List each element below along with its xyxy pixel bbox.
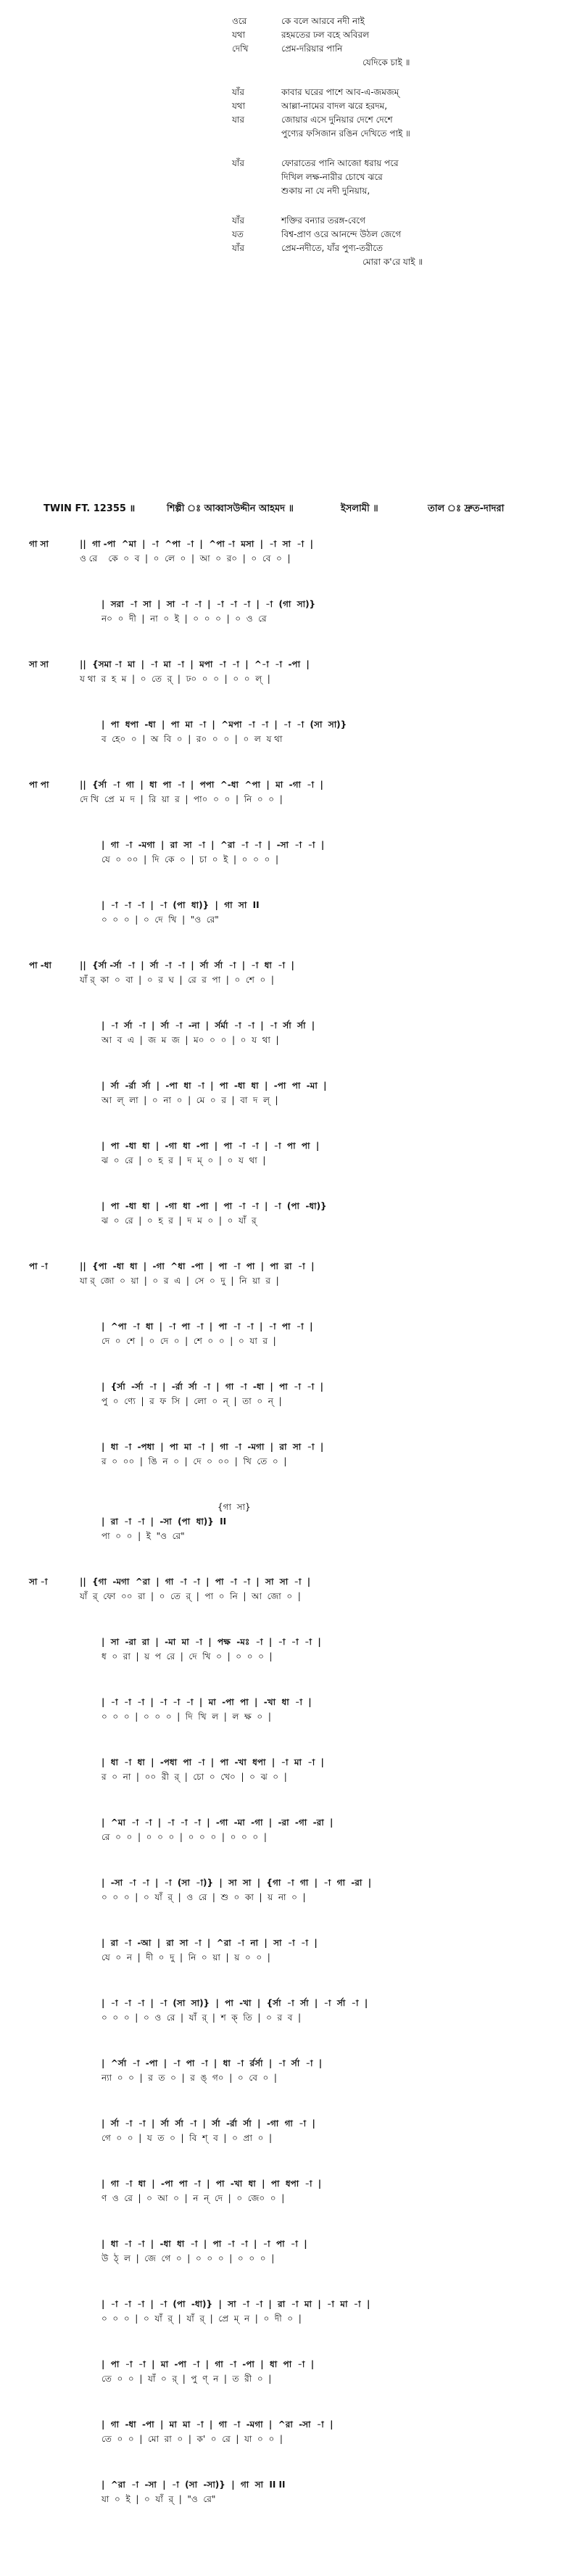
notation-row [0, 1695, 580, 1709]
swara-row: || {র্সা -া গা | ধা পা -া | পপা ^-ধা ^পা | মা -গা -া | [80, 780, 323, 790]
notation-row [0, 1319, 580, 1334]
notation-row [0, 2056, 580, 2071]
notation-row [0, 2357, 580, 2371]
notation-row [0, 973, 580, 987]
notation-row [0, 912, 580, 927]
lyrics-line [0, 113, 580, 127]
swara-row: | গা -ধা -পা | মা মা -া | গা -া -মগা | ^রা -সা -া | [102, 2419, 334, 2430]
lyrics-line [0, 170, 580, 184]
swara-row: | ^রা -া -সা | -া (সা -সা)} | গা সা II II [102, 2480, 286, 2490]
lyric-syllable-row: ণ ও রে | ০ আ ০ | ন ন্‌ দে | ০ জে০ ০ | [102, 2193, 285, 2203]
notation-row [0, 717, 580, 732]
swara-row: | পা -ধা ধা | -গা ধা -পা | পা -া -া | -া (পা -ধা)} [102, 1201, 327, 1211]
record-info-line [0, 500, 580, 518]
artist-credit: শিল্পী ঃ আব্বাসউদ্দীন আহমদ ॥ [167, 503, 294, 514]
notation-row [0, 2010, 580, 2025]
notation-row [0, 1454, 580, 1469]
lyrics-line [0, 56, 580, 70]
notation-row [0, 2311, 580, 2326]
notation-row [0, 1033, 580, 1047]
notation-block [0, 1440, 580, 1469]
lyrics-line-text: কাবার ঘরের পাশে আব-এ-জমজম্‌ [281, 87, 399, 97]
notation-row [0, 657, 580, 672]
notation-row [0, 2477, 580, 2492]
notation-row [0, 1709, 580, 1724]
notation-row [0, 537, 580, 551]
lyrics-line-lead: যথা [232, 101, 246, 111]
lyric-syllable-row: যাঁ র্‌ কা ০ বা | ০ র ঘ | রে র পা | ০ শে ০ | [80, 975, 274, 985]
notation-row [0, 1574, 580, 1589]
lyrics-block [0, 15, 580, 285]
notation-block [0, 1199, 580, 1228]
notation-row [0, 1093, 580, 1107]
notation-block [0, 537, 580, 566]
notation-row [0, 1379, 580, 1394]
swara-row: | গা -া ধা | -পা পা -া | পা -খা ধা | পা ধপা -া | [102, 2179, 322, 2189]
lyrics-line [0, 157, 580, 170]
lyric-syllable-row: ০ ০ ০ | ০ যাঁ র্‌ | যাঁ র্‌ | প্রে ম্‌ ন | ০ দী ০ | [102, 2313, 302, 2324]
lyrics-line-text: রহমতের ঢল বহে অবিরল [281, 30, 370, 40]
notation-row [0, 777, 580, 792]
notation-block [0, 1755, 580, 1784]
lyrics-line-lead: যত [232, 229, 244, 239]
notation-row [0, 597, 580, 611]
notation-row [0, 1770, 580, 1784]
lyrics-line-lead: ওরে [232, 16, 247, 26]
notation-row [0, 1529, 580, 1543]
lyric-syllable-row: ০ ০ ০ | ০ ও রে | যাঁ র্‌ | শ ক্‌ তি | ০ র ব | [102, 2012, 302, 2023]
notation-row [0, 1996, 580, 2010]
taal-label: তাল ঃ দ্রুত-দাদরা [428, 503, 505, 514]
lyric-syllable-row: দে খি প্রে ম দ | রি য়া র | পা০ ০ ০ | নি ০ ০ | [80, 794, 283, 804]
notation-lead-swara: পা -ধা [29, 960, 51, 970]
swara-row: | -া -া -া | -া -া -া | মা -পা পা | -খা ধা -া | [102, 1697, 312, 1707]
lyric-syllable-row: ধ ০ রা | য় প রে | দে খি ০ | ০ ০ ০ | [102, 1651, 273, 1661]
lyrics-line-lead: যার [232, 115, 244, 125]
lyrics-line-lead: দেখি [232, 44, 249, 54]
lyrics-line-lead: যথা [232, 30, 246, 40]
swara-row: | রা -া -া | -সা (পা ধা)} II [102, 1516, 227, 1527]
notation-block [0, 1379, 580, 1408]
swara-row: || {র্সা -র্সা -া | র্সা -া -া | র্সা র্সা -া | -া ধা -া | [80, 960, 294, 970]
notation-block [0, 958, 580, 987]
lyrics-line [0, 184, 580, 198]
notation-block [0, 717, 580, 746]
notation-row [0, 1199, 580, 1213]
lyrics-stanza [0, 15, 580, 70]
record-number: TWIN FT. 12355 ॥ [44, 503, 136, 514]
lyrics-line-text: প্রেম-নদীতে, যাঁর পুণ্য-তরীতে [281, 243, 384, 253]
notation-block [0, 1875, 580, 1904]
swara-row: | -া -া -া | -া (পা ধা)} | গা সা II [102, 900, 260, 910]
lyric-syllable-row: র ০ ০০ | ঙি ন ০ | দে ০ ০০ | খি তে ০ | [102, 1456, 287, 1466]
notation-block [0, 1018, 580, 1047]
notation-row [0, 1394, 580, 1408]
lyrics-stanza [0, 157, 580, 198]
notation-row [0, 2071, 580, 2085]
notation-block [0, 1259, 580, 1288]
swara-row: | র্সা -র্রা র্সা | -পা ধা -া | পা -ধা ধা | -পা পা -মা | [102, 1081, 327, 1091]
lyrics-line-lead: যাঁর [232, 158, 244, 168]
lyrics-line [0, 86, 580, 99]
notation-row [0, 1830, 580, 1844]
notation-row [0, 1936, 580, 1950]
lyrics-line-text: আল্লা-নামের বাদল ঝরে হরদম, [281, 101, 388, 111]
lyric-syllable-row: ন্যা ০ ০ | র ত ০ | র ঙ্‌ গ০ | ০ বে ০ | [102, 2073, 277, 2083]
swara-row: | পা -া -া | মা -পা -া | গা -া -পা | ধা পা -া | [102, 2359, 315, 2369]
notation-block [0, 1139, 580, 1168]
lyrics-line-text: ফোরাতের পানি আজো ধরায় পরে [281, 158, 399, 168]
notation-block [0, 1635, 580, 1664]
lyric-syllable-row: পু ০ ণ্যে | র ফ সি | লো ০ ন্‌ | তা ০ ন্‌ | [102, 1396, 282, 1406]
lyric-syllable-row: র ০ না | ০০ রী র্‌ | চো ০ খে০ | ০ ঝ ০ | [102, 1772, 287, 1782]
notation-row [0, 1649, 580, 1664]
swaralipi-notation [0, 537, 580, 2538]
notation-row [0, 1890, 580, 1904]
lyrics-stanza [0, 214, 580, 269]
notation-row [0, 1213, 580, 1228]
notation-block [0, 2116, 580, 2145]
lyric-syllable-row: ও রে কে ০ ব | ০ লে ০ | আ ০ র০ | ০ বে ০ | [80, 553, 291, 564]
notation-row [0, 792, 580, 806]
notation-block [0, 657, 580, 686]
lyric-syllable-row: ০ ০ ০ | ০ ০ ০ | দি খি ল | ল ক্ষ ০ | [102, 1712, 271, 1722]
swara-row: | -া -া -া | -া (সা সা)} | পা -খা | {র্সা -া র্সা | -া র্সা -া | [102, 1998, 368, 2008]
lyrics-line [0, 255, 580, 269]
notation-block [0, 1078, 580, 1107]
swara-row: | ^মা -া -া | -া -া -া | -গা -মা -গা | -রা -গা -রা | [102, 1817, 334, 1828]
notation-row [0, 1514, 580, 1529]
notation-row [0, 1259, 580, 1273]
notation-block [0, 2056, 580, 2085]
lyrics-line-text: প্রেম-দরিয়ার পানি [281, 44, 343, 54]
notation-row [0, 672, 580, 686]
notation-row [0, 958, 580, 973]
notation-block [0, 2357, 580, 2386]
lyrics-line [0, 214, 580, 228]
notation-row [0, 2251, 580, 2266]
notation-row [0, 1139, 580, 1153]
lyrics-line-text: যেদিকে চাই ॥ [362, 57, 410, 67]
swara-row: | সা -রা রা | -মা মা -া | পক্ষ -মঃ -া | -া -া -া | [102, 1637, 321, 1647]
notation-row [0, 2417, 580, 2432]
swara-row: | -সা -া -া | -া (সা -া)} | সা সা | {গা -া গা | -া গা -রা | [102, 1878, 372, 1888]
notation-row [0, 1875, 580, 1890]
notation-row [0, 2492, 580, 2506]
lyric-syllable-row: ন০ ০ দী | না ০ ই | ০ ০ ০ | ০ ও রে [102, 614, 267, 624]
lyric-syllable-row: উ ঠ্‌ ল | জে গে ০ | ০ ০ ০ | ০ ০ ০ | [102, 2253, 275, 2263]
lyric-syllable-row: ০ ০ ০ | ০ যাঁ র্‌ | ও রে | শু ০ কা | য় না ০ | [102, 1892, 306, 1902]
swara-row: | পা ধপা -ধা | পা মা -া | ^মপা -া -া | -া -া (সা সা)} [102, 719, 347, 730]
swara-row: || {গা -মগা ^রা | গা -া -া | পা -া -া | সা সা -া | [80, 1577, 311, 1587]
notation-lead-swara: গা সা [29, 539, 49, 549]
swara-row: || {সমা -া মা | -া মা -া | মপা -া -া | ^-া -া -পা | [80, 659, 310, 669]
lyrics-line-text: মোরা ক'রে যাই ॥ [362, 257, 423, 267]
notation-block [0, 2297, 580, 2326]
notation-row [0, 1815, 580, 1830]
notation-block [0, 1695, 580, 1724]
swara-row: | {র্সা -র্সা -া | -র্রা র্সা -া | গা -া -ধা | পা -া -া | [102, 1382, 323, 1392]
genre-label: ইসলামী ॥ [341, 503, 378, 514]
swara-row: || গা -পা ^মা | -া ^পা -া | ^পা -া মসা | -া সা -া | [80, 539, 314, 549]
notation-lead-swara: সা -া [29, 1577, 48, 1587]
notation-row [0, 1950, 580, 1965]
notation-row [0, 2131, 580, 2145]
lyrics-line [0, 228, 580, 242]
notation-block [0, 1574, 580, 1603]
lyrics-line [0, 127, 580, 141]
lyrics-line-text: কে বলে আরবে নদী নাই [281, 16, 365, 26]
lyric-syllable-row: যে ০ ন | দী ০ দু | নি ০ য়া | য় ০ ০ | [102, 1952, 270, 1962]
swara-row: | গা -া -মগা | রা সা -া | ^রা -া -া | -সা -া -া | [102, 840, 325, 850]
swara-row: | ধা -া -া | -ধা ধা -া | পা -া -া | -া পা -া | [102, 2239, 307, 2249]
lyrics-line-text: শুকায় না যে নদী দুনিয়ায়, [281, 186, 370, 196]
notation-block [0, 1815, 580, 1844]
notation-row [0, 1635, 580, 1649]
notation-block [0, 2237, 580, 2266]
notation-row [0, 898, 580, 912]
lyric-syllable-row: তে ০ ০ | যাঁ ০ র্‌ | পু ণ্‌ ন | ত রী ০ | [102, 2374, 272, 2384]
notation-row [0, 2371, 580, 2386]
notation-lead-swara: পা -া [29, 1261, 48, 1271]
lyric-syllable-row: ঝ ০ রে | ০ হ র | দ ম ০ | ০ যাঁ র্‌ [102, 1215, 257, 1226]
notation-row [0, 1153, 580, 1168]
lyric-syllable-row: ০ ০ ০ | ০ দে খি | "ও রে" [102, 915, 219, 925]
lyrics-line-text: দিখিল লক্ষ-নারীর চোখে ঝরে [281, 172, 383, 182]
notation-row [0, 2176, 580, 2191]
notation-block [0, 1500, 580, 1543]
lyrics-line [0, 42, 580, 56]
swara-row: | ^র্সা -া -পা | -া পা -া | ধা -া র্রর্সা | -া র্সা -া | [102, 2058, 323, 2068]
notation-row [0, 1334, 580, 1348]
notation-row [0, 852, 580, 867]
lyric-syllable-row: ব হে০ ০ | অ বি ০ | র০ ০ ০ | ০ ল য থা [102, 734, 283, 744]
lyrics-line-text: শক্তির বন্যার তরঙ্গ-বেগে [281, 215, 365, 226]
lyric-syllable-row: য থা র হ ম | ০ তে র্‌ | ঢ০ ০ ০ | ০ ০ ল্‌ | [80, 674, 270, 684]
notation-block [0, 2176, 580, 2205]
notation-block [0, 2477, 580, 2506]
swara-row: | সরা -া সা | সা -া -া | -া -া -া | -া (গা সা)} [102, 599, 316, 609]
notation-block [0, 2417, 580, 2446]
lyrics-line [0, 99, 580, 113]
notation-block [0, 838, 580, 867]
notation-block [0, 1319, 580, 1348]
lyric-syllable-row: আ ল্‌ লা | ০ না ০ | মে ০ র | বা দ ল্‌ | [102, 1095, 278, 1105]
notation-lead-swara: পা পা [29, 780, 49, 790]
lyrics-line-lead: যাঁর [232, 215, 244, 226]
swara-row: | ধা -া ধা | -পধা পা -া | পা -খা ধপা | -া মা -া | [102, 1757, 324, 1767]
lyrics-line [0, 15, 580, 28]
swara-row: | ধা -া -পধা | পা মা -া | গা -া -মগা | রা সা -া | [102, 1442, 324, 1452]
notation-row [0, 551, 580, 566]
notation-row [0, 1589, 580, 1603]
swara-row: | পা -ধা ধা | -গা ধা -পা | পা -া -া | -া পা পা | [102, 1141, 320, 1151]
notation-row [0, 1440, 580, 1454]
lyric-syllable-row: তে ০ ০ | মো রা ০ | ক' ০ রে | যা ০ ০ | [102, 2434, 283, 2444]
notation-row [0, 1018, 580, 1033]
lyric-syllable-row: যা র্‌ জো ০ য়া | ০ র এ | সে ০ দু | নি য়া র | [80, 1276, 279, 1286]
notation-block [0, 898, 580, 927]
lyric-syllable-row: যে ০ ০০ | দি কে ০ | চা ০ ই | ০ ০ ০ | [102, 854, 279, 864]
swara-row: | -া -া -া | -া (পা -ধা)} | সা -া -া | রা -া মা | -া মা -া | [102, 2299, 370, 2309]
notation-row [0, 2297, 580, 2311]
notation-row [0, 611, 580, 626]
lyric-syllable-row: গে ০ ০ | য ত ০ | বি শ্‌ ব | ০ প্রা ০ | [102, 2133, 273, 2143]
swara-row: | ^পা -া ধা | -া পা -া | পা -া -া | -া পা -া | [102, 1321, 313, 1332]
notation-block [0, 1996, 580, 2025]
notation-row [0, 838, 580, 852]
lyrics-line-text: বিশ্ব-প্রাণ ওরে আনন্দে উঠল জেগে [281, 229, 402, 239]
notation-block [0, 1936, 580, 1965]
notation-tag: {গা সা} [218, 1502, 251, 1512]
notation-row [0, 2191, 580, 2205]
lyric-syllable-row: ঝ ০ রে | ০ হ র | দ ম্‌ ০ | ০ য থা | [102, 1155, 266, 1165]
notation-row [0, 1755, 580, 1770]
lyric-syllable-row: দে ০ শে | ০ দে ০ | শে ০ ০ | ০ যা র | [102, 1336, 276, 1346]
lyrics-stanza [0, 86, 580, 141]
notation-block [0, 777, 580, 806]
lyric-syllable-row: আ ব এ | জ ম জ | ম০ ০ ০ | ০ য থা | [102, 1035, 279, 1045]
notation-row [0, 732, 580, 746]
lyric-syllable-row: রে ০ ০ | ০ ০ ০ | ০ ০ ০ | ০ ০ ০ | [102, 1832, 267, 1842]
lyric-syllable-row: যা ০ ই | ০ যাঁ র্‌ | "ও রে" [102, 2494, 216, 2504]
notation-row [0, 2116, 580, 2131]
lyrics-line-text: জোয়ার এসে দুনিয়ার দেশে দেশে [281, 115, 393, 125]
lyric-syllable-row: পা ০ ০ | ই "ও রে" [102, 1531, 185, 1541]
lyrics-line-lead: যাঁর [232, 243, 244, 253]
lyrics-line [0, 242, 580, 255]
lyrics-line-text: পুণ্যের ফসিজান রঙিন দেখিতে পাই ॥ [281, 128, 410, 139]
swara-row: | রা -া -আ | রা সা -া | ^রা -া না | সা -া -া | [102, 1938, 318, 1948]
lyric-syllable-row: যাঁ র্‌ ফো ০০ রা | ০ তে র্‌ | পা ০ নি | আ জো ০ | [80, 1591, 301, 1601]
notation-row [0, 2432, 580, 2446]
swara-row: || {পা -ধা ধা | -গা ^ধা -পা | পা -া পা | পা রা -া | [80, 1261, 315, 1271]
swara-row: | -া র্সা -া | র্সা -া -না | র্সর্মা -া -া | -া র্সা র্সা | [102, 1020, 315, 1031]
notation-row [0, 1273, 580, 1288]
lyrics-line-lead: যাঁর [232, 87, 244, 97]
notation-block [0, 597, 580, 626]
notation-lead-swara: সা সা [29, 659, 49, 669]
swara-row: | র্সা -া -া | র্সা র্সা -া | র্সা -র্রা র্সা | -গা গা -া | [102, 2118, 315, 2129]
lyrics-line [0, 28, 580, 42]
notation-row [0, 2237, 580, 2251]
notation-row [0, 1078, 580, 1093]
